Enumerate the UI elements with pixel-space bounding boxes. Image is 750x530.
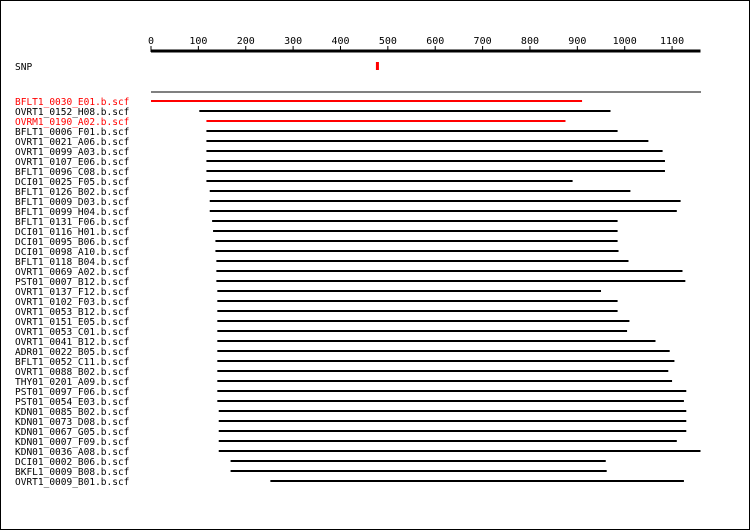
read-label: PST01_0007_B12.b.scf [15,277,130,288]
read-label: OVRT1_0102_F03.b.scf [15,297,130,308]
read-label: OVRT1_0088_B02.b.scf [15,367,130,378]
axis-tick-label: 100 [189,36,208,47]
snp-label: SNP [15,62,33,73]
read-label: DCI01_0098_A10.b.scf [15,247,130,258]
axis-tick-label: 0 [147,36,155,47]
read-label: OVRT1_0137_F12.b.scf [15,287,130,298]
read-label: KDN01_0067_G05.b.scf [15,427,130,438]
axis-tick-label: 1000 [612,36,637,47]
read-label: OVRT1_0099_A03.b.scf [15,147,130,158]
read-label: ADR01_0022_B05.b.scf [15,347,130,358]
read-label: OVRT1_0009_B01.b.scf [15,477,130,488]
read-label: OVRT1_0041_B12.b.scf [15,337,130,348]
snp-marker [376,62,379,70]
read-label: BKFL1_0009_B08.b.scf [15,467,130,478]
axis-tick-label: 600 [426,36,445,47]
read-label: DCI01_0025_F05.b.scf [15,177,130,188]
axis-tick-label: 400 [331,36,350,47]
axis-tick-label: 800 [520,36,539,47]
read-label: BFLT1_0131_F06.b.scf [15,217,130,228]
read-label: BFLT1_0052_C11.b.scf [15,357,130,368]
read-label: BFLT1_0096_C08.b.scf [15,167,130,178]
read-label: OVRT1_0069_A02.b.scf [15,267,130,278]
axis-tick-label: 300 [284,36,303,47]
read-label: OVRT1_0107_E06.b.scf [15,157,130,168]
read-label: BFLT1_0009_D03.b.scf [15,197,130,208]
read-label: OVRT1_0021_A06.b.scf [15,137,130,148]
read-label: OVRT1_0053_B12.b.scf [15,307,130,318]
axis-tick-label: 900 [568,36,587,47]
axis-tick-label: 1100 [660,36,685,47]
axis-tick-label: 500 [378,36,397,47]
read-label: KDN01_0007_F09.b.scf [15,437,130,448]
read-label: DCI01_0002_B06.b.scf [15,457,130,468]
read-label: PST01_0054_E03.b.scf [15,397,130,408]
axis-tick-label: 700 [473,36,492,47]
position-axis [148,36,701,52]
alignment-diagram [1,1,749,529]
read-label: OVRT1_0152_H08.b.scf [15,107,130,118]
read-label: OVRT1_0151_E05.b.scf [15,317,130,328]
read-label: BFLT1_0126_B02.b.scf [15,187,130,198]
read-label: KDN01_0036_A08.b.scf [15,447,130,458]
read-label: DCI01_0095_B06.b.scf [15,237,130,248]
axis-tick-label: 200 [236,36,255,47]
read-label: BFLT1_0118_B04.b.scf [15,257,130,268]
read-list [15,97,700,488]
read-label: THY01_0201_A09.b.scf [15,377,130,388]
read-label: BFLT1_0030_E01.b.scf [15,97,130,108]
read-label: KDN01_0073_D08.b.scf [15,417,130,428]
read-label: BFLT1_0006_F01.b.scf [15,127,130,138]
read-label: PST01_0097_F06.b.scf [15,387,130,398]
read-label: KDN01_0085_B02.b.scf [15,407,130,418]
read-label: BFLT1_0099_H04.b.scf [15,207,130,218]
read-label: OVRM1_0190_A02.b.scf [15,117,130,128]
read-label: DCI01_0116_H01.b.scf [15,227,130,238]
read-label: OVRT1_0053_C01.b.scf [15,327,130,338]
snp-track [15,62,379,73]
